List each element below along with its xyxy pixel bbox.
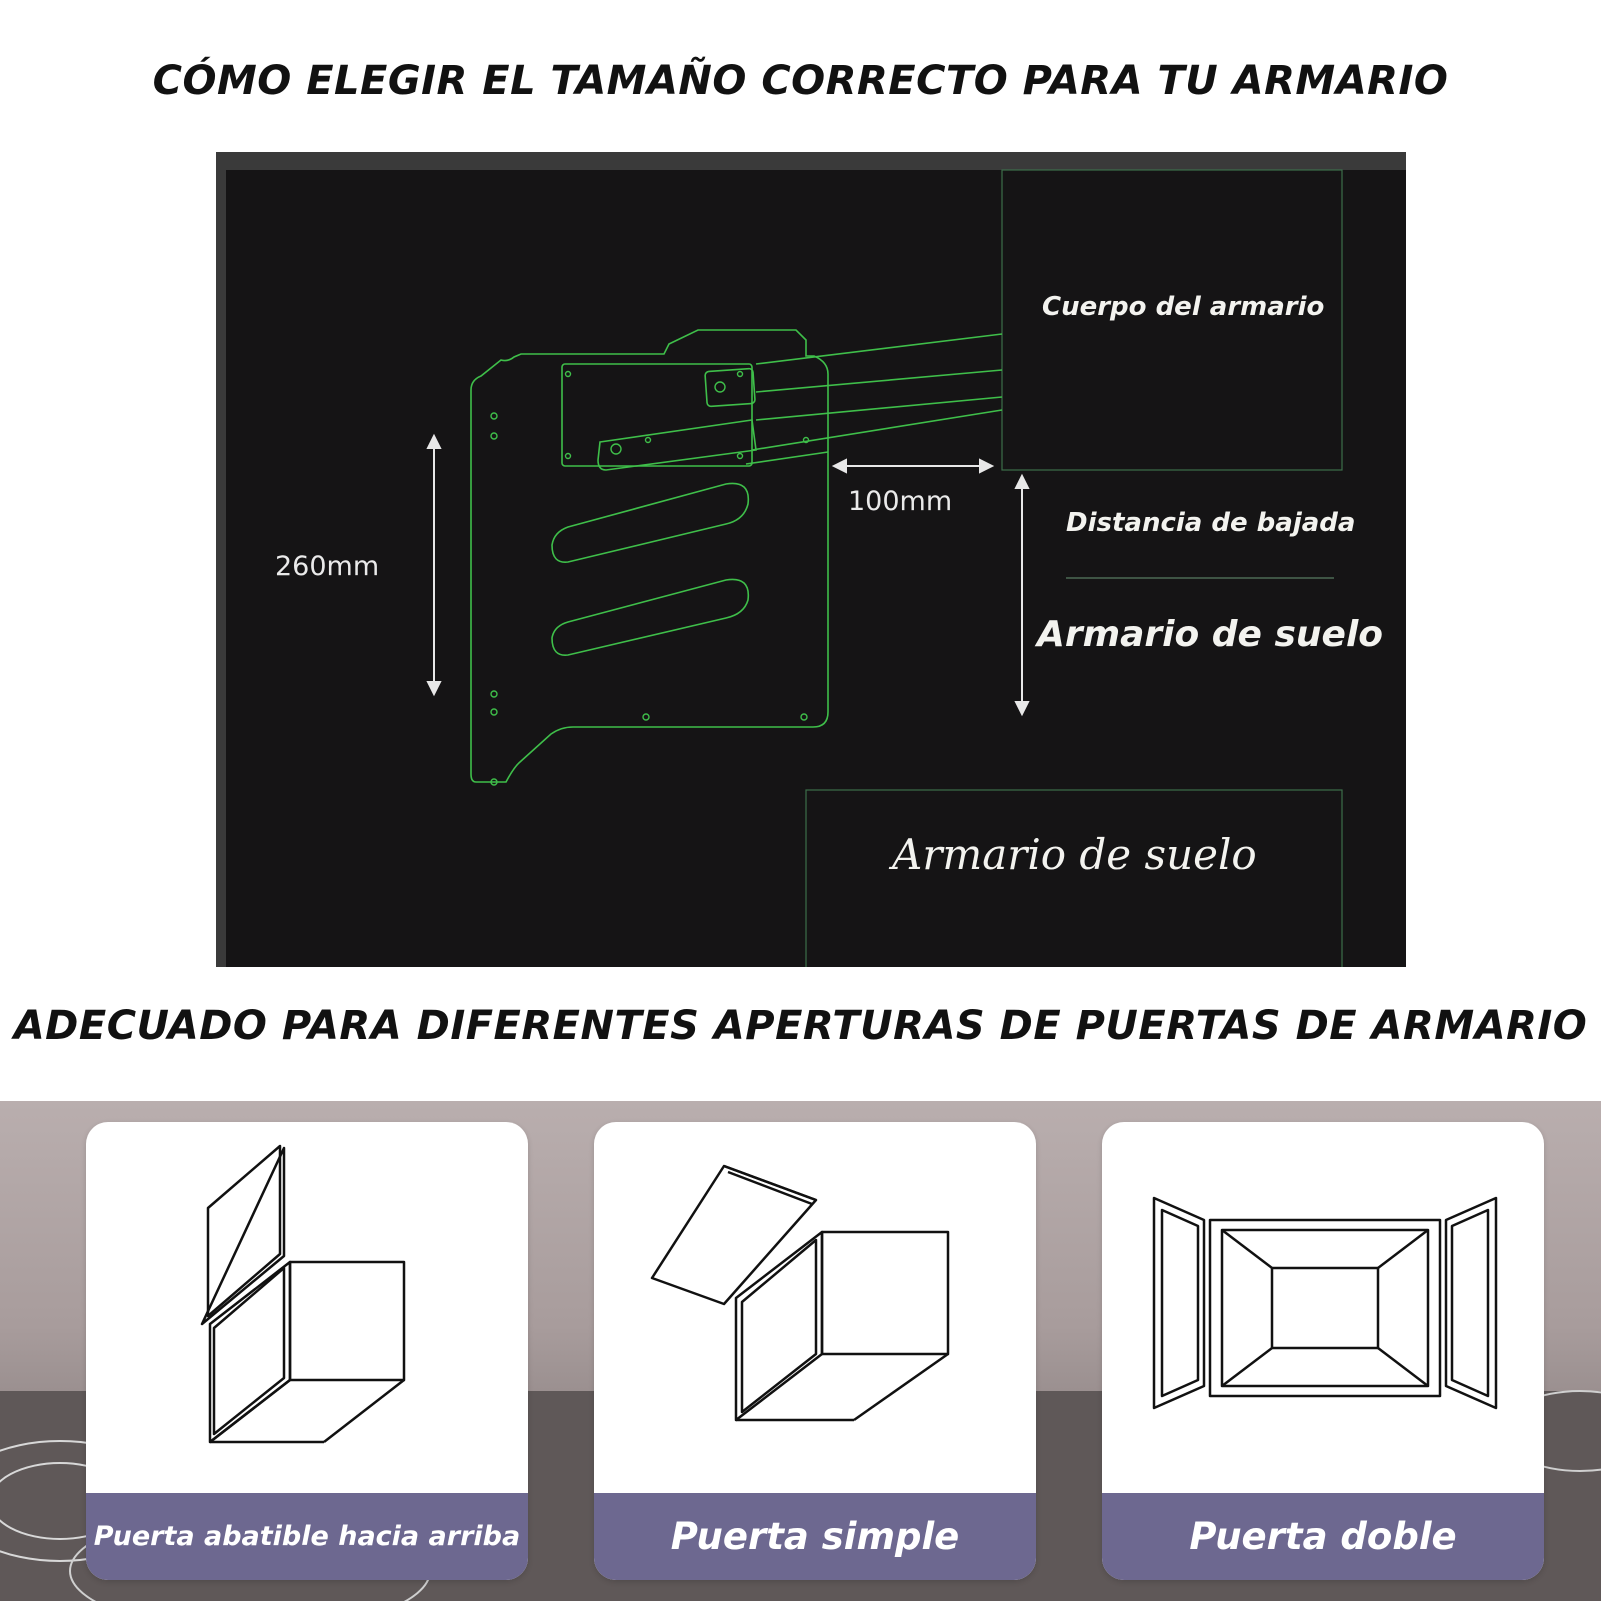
size-guide-title: CÓMO ELEGIR EL TAMAÑO CORRECTO PARA TU ARMARIO (152, 58, 1449, 104)
hinge-plate-icon (471, 330, 1002, 782)
drop-distance-label: Distancia de bajada (1066, 508, 1356, 538)
floor-cabinet-label: Armario de suelo (1037, 614, 1384, 655)
vertical-dimension-arrow (428, 436, 440, 694)
single-door-icon (594, 1122, 1036, 1493)
single-door-card[interactable] (594, 1122, 1036, 1580)
measure-260mm: 260mm (275, 551, 380, 582)
drop-distance-arrow (1016, 476, 1028, 714)
cabinet-body-label: Cuerpo del armario (1042, 292, 1325, 322)
lift-up-door-card[interactable] (86, 1122, 528, 1580)
double-door-band (1102, 1493, 1544, 1580)
single-door-label: Puerta simple (670, 1515, 960, 1558)
double-door-card[interactable] (1102, 1122, 1544, 1580)
lift-up-door-band (86, 1493, 528, 1580)
lift-up-door-icon (86, 1122, 528, 1493)
horizontal-dimension-arrow (834, 460, 992, 472)
lift-up-door-label: Puerta abatible hacia arriba (93, 1521, 521, 1552)
double-door-label: Puerta doble (1189, 1515, 1457, 1558)
door-types-title: ADECUADO PARA DIFERENTES APERTURAS DE PUERTAS DE ARMARIO (13, 1003, 1588, 1049)
measure-100mm: 100mm (848, 486, 953, 517)
screw-holes (491, 372, 809, 786)
single-door-band (594, 1493, 1036, 1580)
double-door-icon (1102, 1122, 1544, 1493)
floor-cabinet-box-label: Armario de suelo (892, 830, 1257, 879)
